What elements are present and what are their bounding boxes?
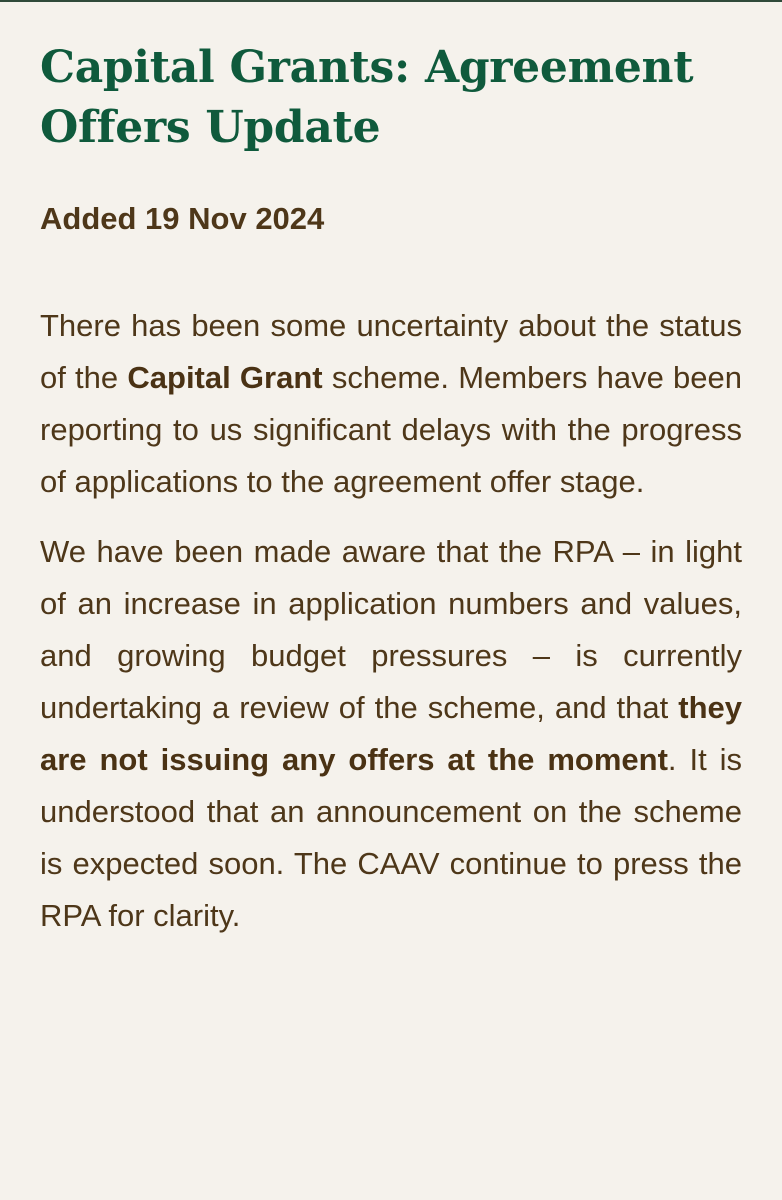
paragraph-2-text-end: . It is understood that an announcement on the scheme is expected soon. The CAAV continue to press the RPA for clarity. (40, 742, 743, 933)
page-title: Capital Grants: Agreement Offers Update (40, 42, 694, 153)
article (40, 38, 742, 942)
body-paragraph-2 (40, 526, 742, 942)
added-date: Added 19 Nov 2024 (40, 201, 325, 236)
top-divider (0, 0, 782, 2)
capital-grant-emphasis: Capital Grant (127, 360, 323, 395)
paragraph-1-text-end: scheme. Members have been reporting to us significant delays with the progress of applications to the agreement offer stage. (40, 360, 742, 499)
body-paragraph-1 (40, 300, 742, 508)
offers-status-emphasis: they are not issuing any offers at the moment (40, 690, 742, 777)
paragraph-2-text-start: We have been made aware that the RPA – in light of an increase in application numbers and values, and growing budget pressures – is currently undertaking a review of the scheme, and that (40, 534, 742, 725)
paragraph-1-text-start: There has been some uncertainty about the status of the (40, 308, 742, 395)
